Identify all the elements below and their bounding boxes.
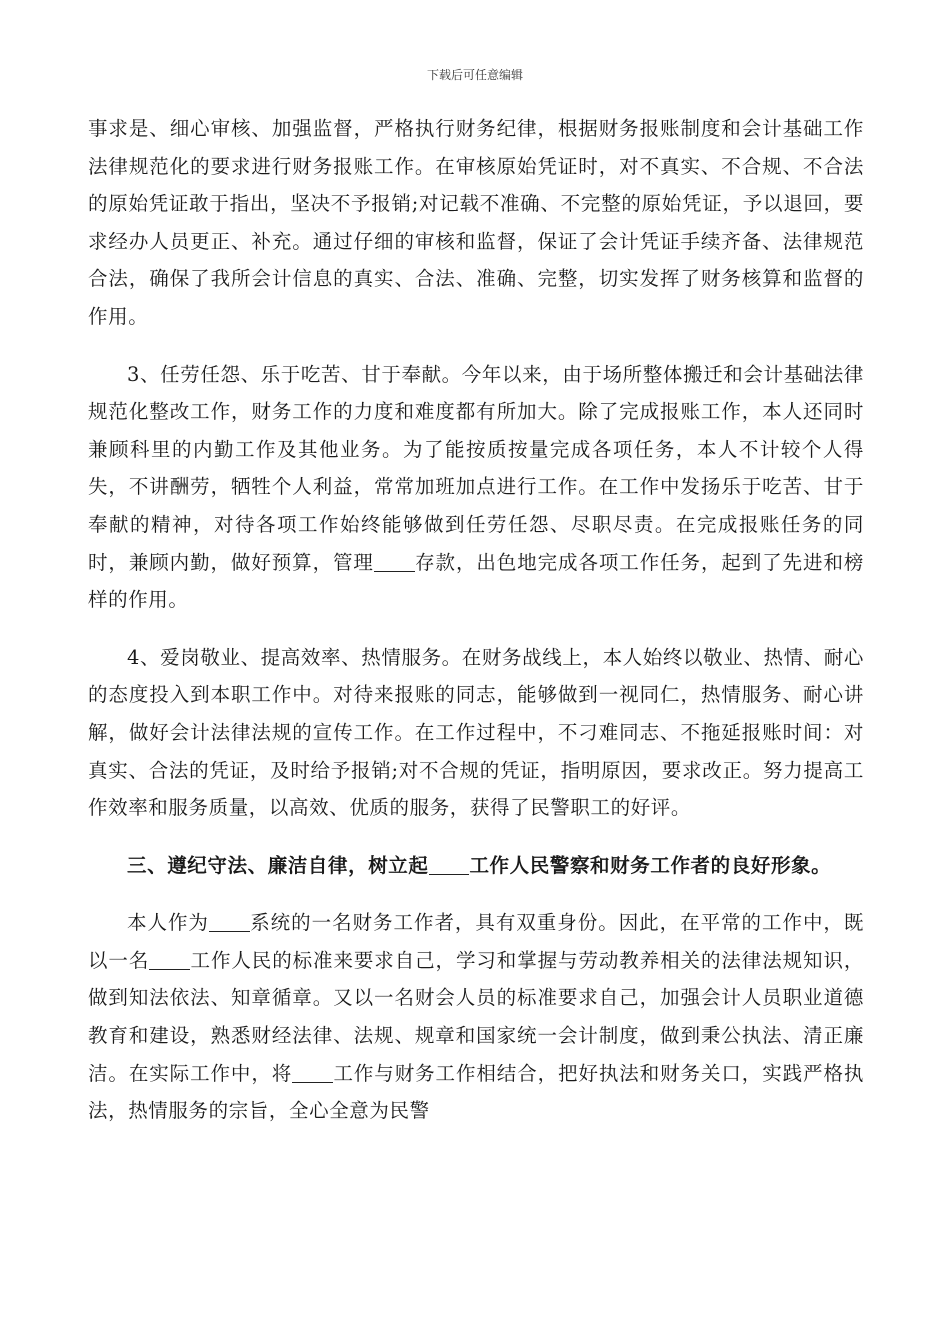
paragraph-service	[88, 639, 864, 827]
paragraph-audit	[88, 110, 864, 336]
paragraph-hardwork	[88, 356, 864, 619]
blank-underline	[149, 949, 190, 970]
heading-text: 三、遵纪守法、廉洁自律，树立起	[127, 853, 429, 877]
heading-text: 工作人民警察和财务工作者的良好形象。	[469, 853, 832, 877]
paragraph-text: 工作与财务工作相结合，把好执法和财务关口，实践严格执法，热情服务的宗旨，全心全意为民警	[88, 1061, 864, 1123]
section-heading-three	[88, 847, 864, 885]
blank-underline	[429, 854, 470, 875]
paragraph-text: 本人作为	[127, 911, 209, 935]
paragraph-text: 3、任劳任怨、乐于吃苦、甘于奉献。今年以来，由于场所整体搬迁和会计基础法律规范化整改工作，财务工作的力度和难度都有所加大。除了完成报账工作，本人还同时兼顾科里的内勤工作及其他业务。为了能按质按量完成各项任务，本人不计较个人得失，不讲酬劳，牺牲个人利益，常常加班加点进行工作。在工作中发扬乐于吃苦、甘于奉献的精神，对待各项工作始终能够做到任劳任怨、尽职尽责。在完成报账任务的同时，兼顾内勤，做好预算，管理	[88, 362, 864, 574]
document-body	[88, 110, 864, 1130]
blank-underline	[209, 912, 250, 933]
blank-underline	[292, 1062, 333, 1083]
paragraph-identity	[88, 904, 864, 1130]
paragraph-text: 工作人民的标准来要求自己，学习和掌握与劳动教养相关的法律法规知识，做到知法依法、知章循章。又以一名财会人员的标准要求自己，加强会计人员职业道德教育和建设，熟悉财经法律、法规、规章和国家统一会计制度，做到秉公执法、清正廉洁。在实际工作中，将	[88, 948, 864, 1085]
paragraph-text: 4、爱岗敬业、提高效率、热情服务。在财务战线上，本人始终以敬业、热情、耐心的态度投入到本职工作中。对待来报账的同志，能够做到一视同仁，热情服务、耐心讲解，做好会计法律法规的宣传工作。在工作过程中，不刁难同志、不拖延报账时间：对真实、合法的凭证，及时给予报销;对不合规的凭证，指明原因，要求改正。努力提高工作效率和服务质量，以高效、优质的服务，获得了民警职工的好评。	[88, 645, 864, 820]
blank-underline	[374, 551, 415, 572]
paragraph-text: 系统的一名财务工作者，具有双重身份。因此，在平常的工作中，既以一名	[88, 911, 864, 972]
page-header: 下载后可任意编辑	[426, 68, 523, 82]
paragraph-text: 存款，出色地完成各项工作任务，起到了先进和榜样的作用。	[88, 550, 864, 612]
paragraph-text: 事求是、细心审核、加强监督，严格执行财务纪律，根据财务报账制度和会计基础工作法律规范化的要求进行财务报账工作。在审核原始凭证时，对不真实、不合规、不合法的原始凭证敢于指出，坚决不予报销;对记载不准确、不完整的原始凭证，予以退回，要求经办人员更正、补充。通过仔细的审核和监督，保证了会计凭证手续齐备、法律规范合法，确保了我所会计信息的真实、合法、准确、完整，切实发挥了财务核算和监督的作用。	[88, 117, 864, 328]
